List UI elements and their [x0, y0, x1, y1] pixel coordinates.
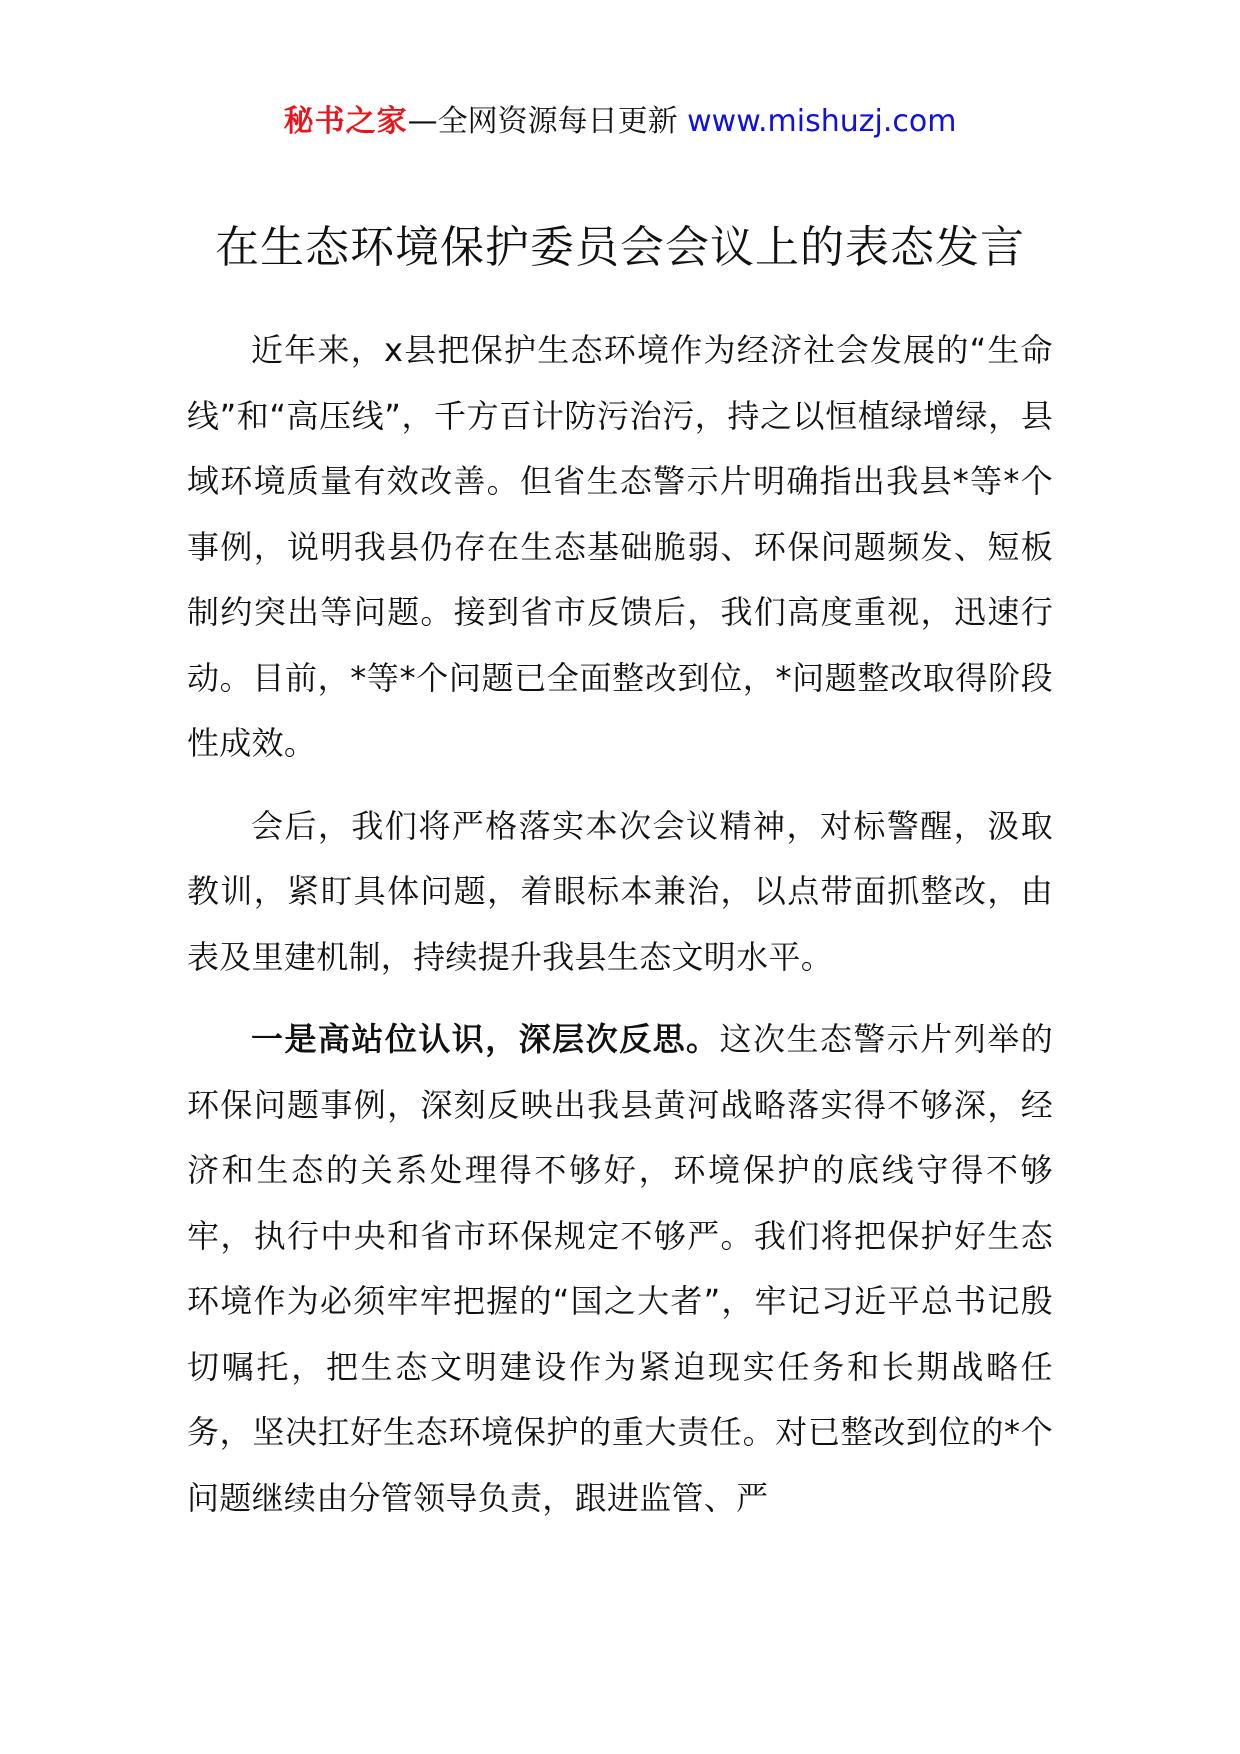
brand-name: 秘书之家	[283, 104, 408, 139]
document-body	[187, 318, 1053, 1548]
page-header	[0, 100, 1240, 144]
header-slogan: —全网资源每日更新	[407, 104, 678, 139]
paragraph-text: 近年来，x县把保护生态环境作为经济社会发展的“生命线”和“高压线”，千方百计防污治污，持之以恒植绿增绿，县域环境质量有效改善。但省生态警示片明确指出我县*等*个事例，说明我县仍存在生态基础脆弱、环保问题频发、短板制约突出等问题。接到省市反馈后，我们高度重视，迅速行动。目前，*等*个问题已全面整改到位，*问题整改取得阶段性成效。	[187, 331, 1053, 762]
paragraph-lead: 一是高站位认识，深层次反思。	[251, 1020, 720, 1058]
paragraph-text: 会后，我们将严格落实本次会议精神，对标警醒，汲取教训，紧盯具体问题，着眼标本兼治，以点带面抓整改，由表及里建机制，持续提升我县生态文明水平。	[187, 806, 1053, 976]
website-link[interactable]: www.mishuzj.com	[687, 104, 957, 139]
paragraph-commitment	[187, 794, 1053, 991]
document-title: 在生态环境保护委员会会议上的表态发言	[215, 222, 1025, 273]
paragraph-intro	[187, 318, 1053, 777]
paragraph-text: 这次生态警示片列举的环保问题事例，深刻反映出我县黄河战略落实得不够深，经济和生态的关系处理得不够好，环境保护的底线守得不够牢，执行中央和省市环保规定不够严。我们将把保护好生态环境作为必须牢牢把握的“国之大者”，牢记习近平总书记殷切嘱托，把生态文明建设作为紧迫现实任务和长期战略任务，坚决扛好生态环境保护的重大责任。对已整改到位的*个问题继续由分管领导负责，跟进监管、严	[187, 1020, 1053, 1517]
paragraph-point-one	[187, 1007, 1053, 1531]
